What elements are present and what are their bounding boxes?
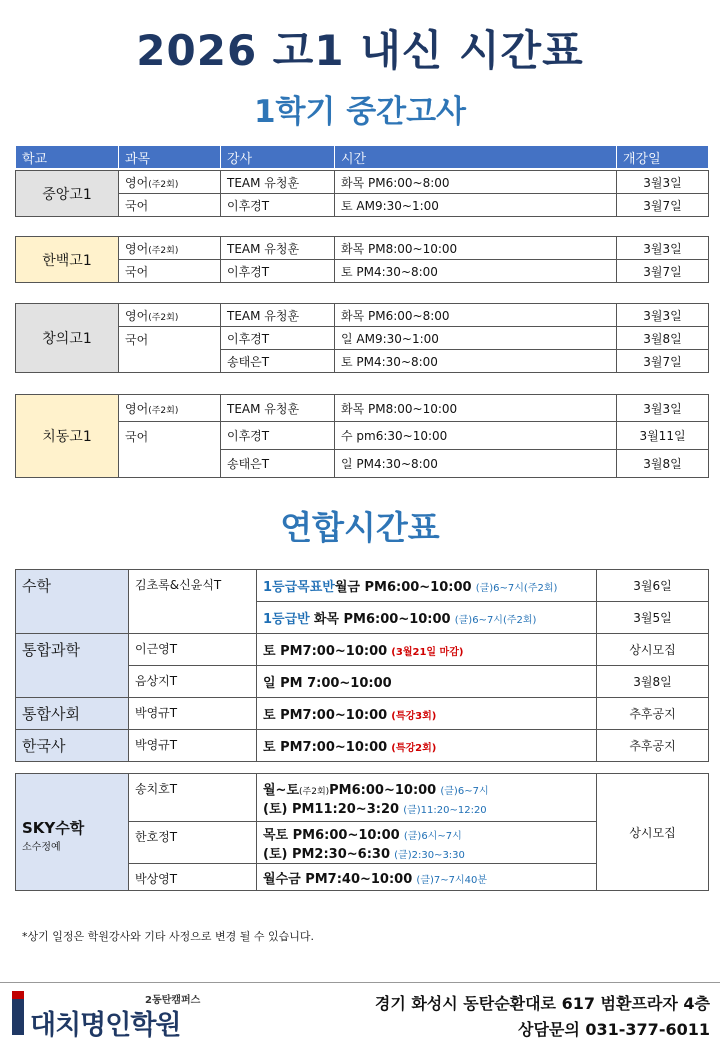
time-cell: 일 AM9:30~1:00 [335,327,617,350]
date-cell: 추후공지 [597,730,709,762]
time-cell [257,822,597,864]
table-row [16,237,709,260]
teacher-cell: 박상영T [129,864,257,891]
time-cell [257,864,597,891]
time-label: 월수금 PM7:40~10:00 [263,871,413,887]
teacher-cell: 이근영T [129,634,257,666]
date-cell: 3월11일 [617,422,709,450]
time-cell [257,570,597,602]
table-row [16,194,709,217]
time-note: (특강3회) [391,711,437,722]
time-cell: 화목 PM6:00~8:00 [335,171,617,194]
date-cell: 3월8일 [617,450,709,478]
time-cell: 토 AM9:30~1:00 [335,194,617,217]
teacher-cell: 이후경T [221,422,335,450]
table-row [16,327,709,350]
page-subtitle: 1학기 중간고사 [253,94,467,130]
time-note: (클)6시~7시 [403,830,462,842]
subject-science: 통합과학 [16,634,129,698]
teacher-cell: TEAM 유청훈 [221,171,335,194]
subject-cell [119,304,221,327]
subject-note: (주2회) [148,405,179,416]
time-label: 월~토 [263,782,300,798]
header-subject: 과목 [119,146,221,169]
teacher-cell: 한호정T [129,822,257,864]
date-cell: 3월5일 [597,602,709,634]
time-label: (토) PM11:20~3:20 [263,801,400,817]
time-note: (특강2회) [391,743,437,754]
table-row [16,698,709,730]
logo-icon [12,991,24,1035]
time-cell [257,602,597,634]
date-cell: 3월6일 [597,570,709,602]
time-label: 목토 PM6:00~10:00 [263,827,400,843]
date-cell: 3월3일 [617,237,709,260]
date-cell: 상시모집 [597,634,709,666]
time-note: (3월21일 마감) [391,647,464,658]
table-row [16,422,709,450]
teacher-cell: 이후경T [221,327,335,350]
school-table-hanbaek [15,236,709,283]
subject-sky-math [16,774,129,891]
header-time: 시간 [335,146,617,169]
time-label: 토 PM7:00~10:00 [263,708,388,723]
header-school: 학교 [16,146,119,169]
school-name: 한백고1 [16,237,119,283]
joint-schedule-table [15,569,709,762]
subject-label: 영어 [125,241,149,256]
time-cell: 일 PM4:30~8:00 [335,450,617,478]
time-label: 일 PM 7:00~10:00 [263,676,392,691]
sky-subject-sub: 소수정예 [22,841,61,853]
sky-math-table [15,773,709,891]
subject-label: 영어 [125,401,149,416]
school-name: 치동고1 [16,395,119,478]
footnote: *상기 일정은 학원강사와 기타 사정으로 변경 될 수 있습니다. [22,930,314,943]
sky-subject-label: SKY수학 [22,818,85,837]
table-row [16,260,709,283]
time-cell [257,698,597,730]
class-label: 1등급반 [263,612,310,627]
teacher-cell: 음상지T [129,666,257,698]
subject-cell [119,395,221,422]
time-note: (클)6~7시(주2회) [454,615,537,626]
subject-math: 수학 [16,570,129,634]
date-cell: 3월3일 [617,395,709,422]
subject-label: 영어 [125,175,149,190]
subject-cell [119,237,221,260]
time-label: 토 PM7:00~10:00 [263,740,388,755]
table-row [16,634,709,666]
time-cell [257,730,597,762]
time-label: (토) PM2:30~6:30 [263,846,390,862]
time-note: (클)2:30~3:30 [394,849,465,861]
subject-note: (주2회) [148,245,179,256]
time-cell: 화목 PM6:00~8:00 [335,304,617,327]
school-table-chidong [15,394,709,478]
joint-schedule-title: 연합시간표 [280,508,440,547]
date-cell: 3월8일 [597,666,709,698]
time-note: (클)11:20~12:20 [403,804,487,816]
date-cell: 추후공지 [597,698,709,730]
header-date: 개강일 [617,146,709,169]
teacher-cell: 송치호T [129,774,257,822]
date-cell: 3월7일 [617,260,709,283]
logo-campus: 2동탄캠퍼스 [145,995,201,1006]
subject-history: 한국사 [16,730,129,762]
time-label: 화목 PM6:00~10:00 [313,612,451,627]
time-label: 토 PM7:00~10:00 [263,644,388,659]
time-cell [257,666,597,698]
school-table-changui [15,303,709,373]
time-note: (클)7~7시40분 [416,874,488,886]
table-row [16,304,709,327]
table-row [16,570,709,602]
time-cell: 토 PM4:30~8:00 [335,260,617,283]
teacher-cell: 박영규T [129,698,257,730]
header-teacher: 강사 [221,146,335,169]
time-small: (주2회) [299,786,330,797]
teacher-cell: 김초록&신윤식T [129,570,257,634]
time-cell [257,774,597,822]
teacher-cell: TEAM 유청훈 [221,304,335,327]
date-cell: 3월7일 [617,350,709,373]
logo-name: 대치명인학원 [30,1010,181,1040]
time-note: (클)6~7시 [440,785,489,797]
subject-cell: 국어 [119,327,221,373]
table-row [16,171,709,194]
date-cell: 3월3일 [617,304,709,327]
teacher-cell: 송태은T [221,450,335,478]
date-cell: 3월3일 [617,171,709,194]
schedule-header [15,145,709,169]
date-cell: 3월7일 [617,194,709,217]
time-cell [257,634,597,666]
subject-note: (주2회) [148,179,179,190]
time-cell: 화목 PM8:00~10:00 [335,395,617,422]
address: 경기 화성시 동탄순환대로 617 범환프라자 4층 [374,994,710,1013]
subject-cell [119,171,221,194]
teacher-cell: 이후경T [221,194,335,217]
time-cell: 토 PM4:30~8:00 [335,350,617,373]
subject-cell: 국어 [119,194,221,217]
time-note: (클)6~7시(주2회) [475,583,558,594]
class-label: 1등급목표반 [263,580,335,595]
date-cell: 상시모집 [597,774,709,891]
teacher-cell: TEAM 유청훈 [221,395,335,422]
school-name: 창의고1 [16,304,119,373]
subject-social: 통합사회 [16,698,129,730]
page-title: 2026 고1 내신 시간표 [136,26,584,75]
table-row [16,395,709,422]
time-cell: 화목 PM8:00~10:00 [335,237,617,260]
time-label: PM6:00~10:00 [329,782,437,798]
date-cell: 3월8일 [617,327,709,350]
school-name: 중앙고1 [16,171,119,217]
time-label: 월금 PM6:00~10:00 [334,580,472,595]
teacher-cell: 송태은T [221,350,335,373]
teacher-cell: TEAM 유청훈 [221,237,335,260]
time-cell: 수 pm6:30~10:00 [335,422,617,450]
subject-label: 영어 [125,308,149,323]
table-row [16,730,709,762]
subject-cell: 국어 [119,260,221,283]
teacher-cell: 이후경T [221,260,335,283]
teacher-cell: 박영규T [129,730,257,762]
school-table-jungang [15,170,709,217]
footer [0,982,720,1040]
table-row [16,774,709,822]
subject-cell: 국어 [119,422,221,478]
phone: 상담문의 031-377-6011 [517,1020,710,1039]
subject-note: (주2회) [148,312,179,323]
